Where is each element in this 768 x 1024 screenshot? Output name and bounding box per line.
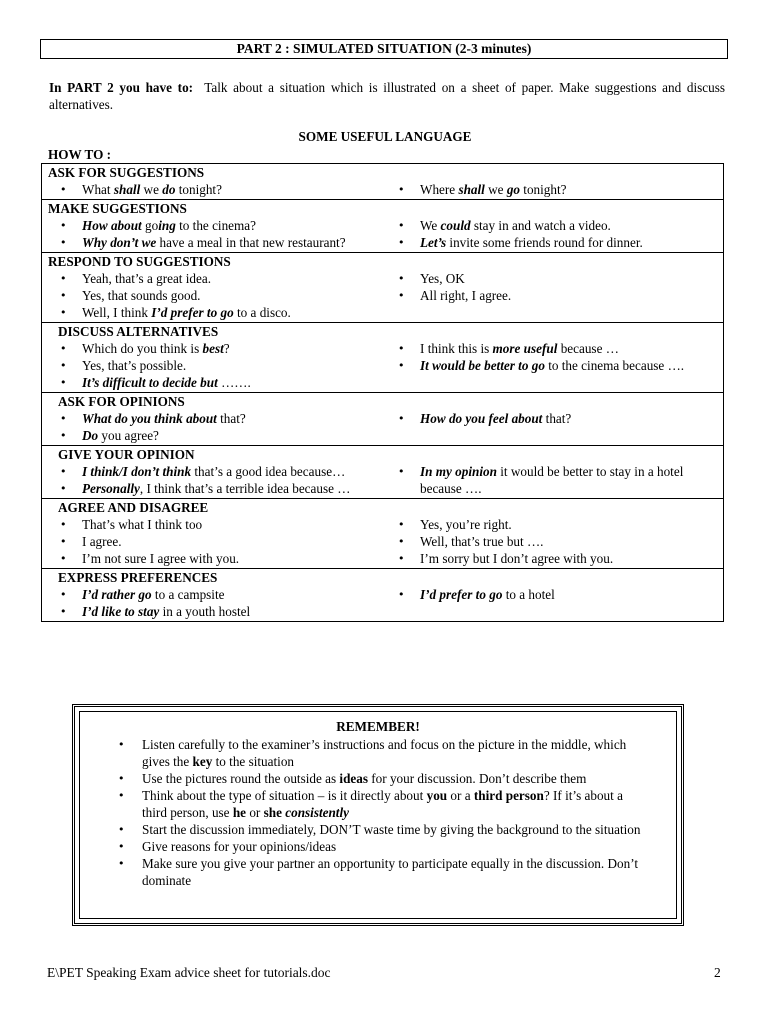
phrase-list [394, 270, 724, 304]
section-col-right [376, 586, 724, 620]
phrase-item [56, 234, 376, 251]
phrase-key-text: I’d rather go [82, 587, 152, 602]
section-col-left [42, 217, 376, 251]
remember-text: or a [447, 788, 474, 803]
intro-text: Talk about a situation which is illustrated on a sheet of paper. Make suggestions and discuss alternatives. [49, 80, 725, 112]
remember-key-text: consistently [285, 805, 349, 820]
remember-text: or [246, 805, 264, 820]
phrase-item [56, 603, 376, 620]
phrase-list [394, 586, 724, 603]
phrase-item [56, 270, 376, 287]
remember-text: Make sure you give your partner an opportunity to participate equally in the discussion. Don’t dominate [142, 856, 639, 888]
useful-language-heading: SOME USEFUL LANGUAGE [298, 129, 472, 144]
section-col-right [376, 217, 724, 251]
phrase-key-text: Why don’t we [82, 235, 157, 250]
phrase-item [394, 586, 724, 603]
phrase-list [56, 270, 376, 321]
section-heading: DISCUSS ALTERNATIVES [58, 324, 219, 339]
phrase-key-text: What do you think about [82, 411, 217, 426]
phrase-list [56, 340, 376, 391]
phrase-list [56, 181, 376, 198]
phrase-list [394, 516, 724, 567]
phrase-list [394, 217, 724, 251]
phrase-item [56, 586, 376, 603]
phrase-item [394, 533, 724, 550]
section-col-left [42, 516, 376, 567]
remember-item [114, 838, 646, 855]
remember-key-text: he [232, 805, 247, 820]
phrase-text: stay in and watch a video. [470, 218, 611, 233]
remember-text: Start the discussion immediately, DON’T waste time by giving the background to the situation [142, 822, 641, 837]
phrase-text: in a youth hostel [159, 604, 251, 619]
phrase-item [394, 550, 724, 567]
remember-key-text: you [426, 788, 448, 803]
section-col-right [376, 516, 724, 567]
phrase-text: that? [542, 411, 572, 426]
remember-text: to the situation [212, 754, 295, 769]
phrase-key-text: It would be better to go [420, 358, 545, 373]
footer-page-number: 2 [714, 965, 721, 980]
remember-text: Use the pictures round the outside as [142, 771, 340, 786]
phrase-text: All right, I agree. [420, 288, 512, 303]
section-7 [42, 569, 723, 622]
phrase-item [56, 304, 376, 321]
phrase-item [56, 550, 376, 567]
phrase-key-text: more useful [492, 341, 558, 356]
phrase-text: you agree? [98, 428, 159, 443]
section-2 [42, 253, 723, 323]
phrase-item [394, 217, 724, 234]
phrase-text: to a hotel [502, 587, 555, 602]
section-col-right [376, 270, 724, 321]
remember-text: Give reasons for your opinions/ideas [142, 839, 337, 854]
phrase-key-text: I’d prefer to go [151, 305, 234, 320]
phrase-text: it would be better to stay in a hotel because …. [420, 464, 684, 496]
section-heading: RESPOND TO SUGGESTIONS [48, 254, 231, 269]
phrase-list [394, 181, 724, 198]
phrase-key-text: Let’s [420, 235, 447, 250]
section-6 [42, 499, 723, 569]
phrase-text: Well, I think [82, 305, 152, 320]
section-0 [42, 164, 723, 200]
phrase-key-text: I think/I don’t think [82, 464, 192, 479]
section-heading: GIVE YOUR OPINION [58, 447, 195, 462]
phrase-text: Yes, that’s possible. [82, 358, 187, 373]
phrase-item [56, 357, 376, 374]
phrase-key-text: I’d prefer to go [420, 587, 503, 602]
phrase-item [56, 480, 376, 497]
phrase-list [394, 340, 724, 374]
phrase-text: We [420, 218, 441, 233]
remember-key-text: key [192, 754, 213, 769]
phrase-text: , I think that’s a terrible idea because … [139, 481, 351, 496]
section-col-right [376, 410, 724, 444]
remember-box-inner [79, 711, 677, 919]
phrase-item [56, 410, 376, 427]
section-col-left [42, 340, 376, 391]
phrase-key-text: could [440, 218, 471, 233]
remember-item [114, 770, 646, 787]
remember-list [114, 736, 646, 889]
phrase-text: to the cinema because …. [544, 358, 685, 373]
phrase-text: ……. [217, 375, 251, 390]
phrase-text: I agree. [82, 534, 122, 549]
phrase-text: because … [557, 341, 619, 356]
phrase-item [394, 234, 724, 251]
section-col-right [376, 181, 724, 198]
remember-title: REMEMBER! [336, 719, 420, 734]
phrase-text: Yes, you’re right. [420, 517, 512, 532]
phrase-key-text: go [506, 182, 520, 197]
phrase-text: tonight? [175, 182, 222, 197]
phrase-key-text: It’s difficult to decide but [82, 375, 218, 390]
phrase-key-text: best [202, 341, 224, 356]
phrase-key-text: shall [458, 182, 485, 197]
phrase-text: have a meal in that new restaurant? [156, 235, 346, 250]
phrase-item [394, 340, 724, 357]
phrase-text: that? [216, 411, 246, 426]
section-col-right [376, 340, 724, 391]
phrase-item [56, 427, 376, 444]
remember-item [114, 736, 646, 770]
footer-filename: E\PET Speaking Exam advice sheet for tutorials.doc [47, 965, 331, 980]
section-heading: ASK FOR OPINIONS [58, 394, 185, 409]
phrase-text: we [484, 182, 507, 197]
phrase-item [56, 533, 376, 550]
remember-text: Listen carefully to the examiner’s instructions and focus on the picture in the middle, which gives the [142, 737, 627, 769]
section-4 [42, 393, 723, 446]
remember-text: ? If it’s about a third person, use [142, 788, 623, 820]
phrase-key-text: In my opinion [420, 464, 497, 479]
phrase-key-text: How about [82, 218, 142, 233]
phrase-text: Yeah, that’s a great idea. [82, 271, 212, 286]
phrase-text: ? [223, 341, 230, 356]
section-5 [42, 446, 723, 499]
remember-text: for your discussion. Don’t describe them [367, 771, 587, 786]
phrase-item [394, 270, 724, 287]
remember-key-text: she [263, 805, 282, 820]
phrase-text: invite some friends round for dinner. [446, 235, 643, 250]
section-col-right [376, 463, 724, 497]
remember-item [114, 821, 646, 838]
phrase-item [56, 374, 376, 391]
section-heading: AGREE AND DISAGREE [58, 500, 209, 515]
phrase-item [56, 217, 376, 234]
phrase-key-text: ing [158, 218, 176, 233]
phrase-text: to a disco. [233, 305, 291, 320]
phrase-text: What [82, 182, 114, 197]
howto-heading: HOW TO : [48, 147, 112, 162]
phrase-key-text: I’d like to stay [82, 604, 160, 619]
remember-box [72, 704, 684, 926]
page-title: PART 2 : SIMULATED SITUATION (2-3 minutes) [40, 39, 728, 59]
phrase-text: Which do you think is [82, 341, 203, 356]
phrase-list [56, 410, 376, 444]
phrase-item [394, 287, 724, 304]
section-heading: MAKE SUGGESTIONS [48, 201, 187, 216]
phrase-list [394, 463, 724, 497]
phrase-text: Where [420, 182, 459, 197]
remember-key-text: third person [473, 788, 544, 803]
phrase-item [56, 463, 376, 480]
section-heading: EXPRESS PREFERENCES [58, 570, 218, 585]
remember-text: Think about the type of situation – is it directly about [142, 788, 427, 803]
phrase-item [394, 463, 724, 497]
phrase-text: to the cinema? [175, 218, 256, 233]
phrase-key-text: Do [82, 428, 99, 443]
phrase-item [394, 357, 724, 374]
phrase-item [56, 340, 376, 357]
phrase-list [56, 463, 376, 497]
phrase-list [394, 410, 724, 427]
phrase-text: I’m sorry but I don’t agree with you. [420, 551, 614, 566]
remember-item [114, 787, 646, 821]
phrase-item [56, 181, 376, 198]
phrase-text: I think this is [420, 341, 493, 356]
phrase-item [394, 181, 724, 198]
section-1 [42, 200, 723, 253]
phrase-list [56, 586, 376, 620]
phrase-item [394, 410, 724, 427]
phrase-text: Well, that’s true but …. [420, 534, 544, 549]
section-3 [42, 323, 723, 393]
phrase-key-text: do [162, 182, 176, 197]
phrase-item [56, 516, 376, 533]
phrase-text: That’s what I think too [82, 517, 203, 532]
intro-lead: In PART 2 you have to: [49, 80, 194, 95]
phrase-key-text: How do you feel about [420, 411, 543, 426]
phrase-key-text: Personally [82, 481, 140, 496]
useful-language-table [41, 163, 724, 622]
intro-paragraph [49, 79, 725, 113]
phrase-text: we [140, 182, 163, 197]
phrase-text: to a campsite [151, 587, 225, 602]
phrase-text: Yes, OK [420, 271, 465, 286]
section-col-left [42, 586, 376, 620]
phrase-text: Yes, that sounds good. [82, 288, 201, 303]
phrase-item [56, 287, 376, 304]
phrase-text: I’m not sure I agree with you. [82, 551, 240, 566]
section-col-left [42, 463, 376, 497]
phrase-text: tonight? [520, 182, 567, 197]
phrase-text: that’s a good idea because… [191, 464, 346, 479]
phrase-text: go [141, 218, 159, 233]
remember-item [114, 855, 646, 889]
remember-key-text: ideas [339, 771, 368, 786]
section-col-left [42, 410, 376, 444]
section-col-left [42, 270, 376, 321]
section-heading: ASK FOR SUGGESTIONS [48, 165, 205, 180]
phrase-item [394, 516, 724, 533]
phrase-list [56, 217, 376, 251]
phrase-list [56, 516, 376, 567]
phrase-key-text: shall [113, 182, 141, 197]
section-col-left [42, 181, 376, 198]
